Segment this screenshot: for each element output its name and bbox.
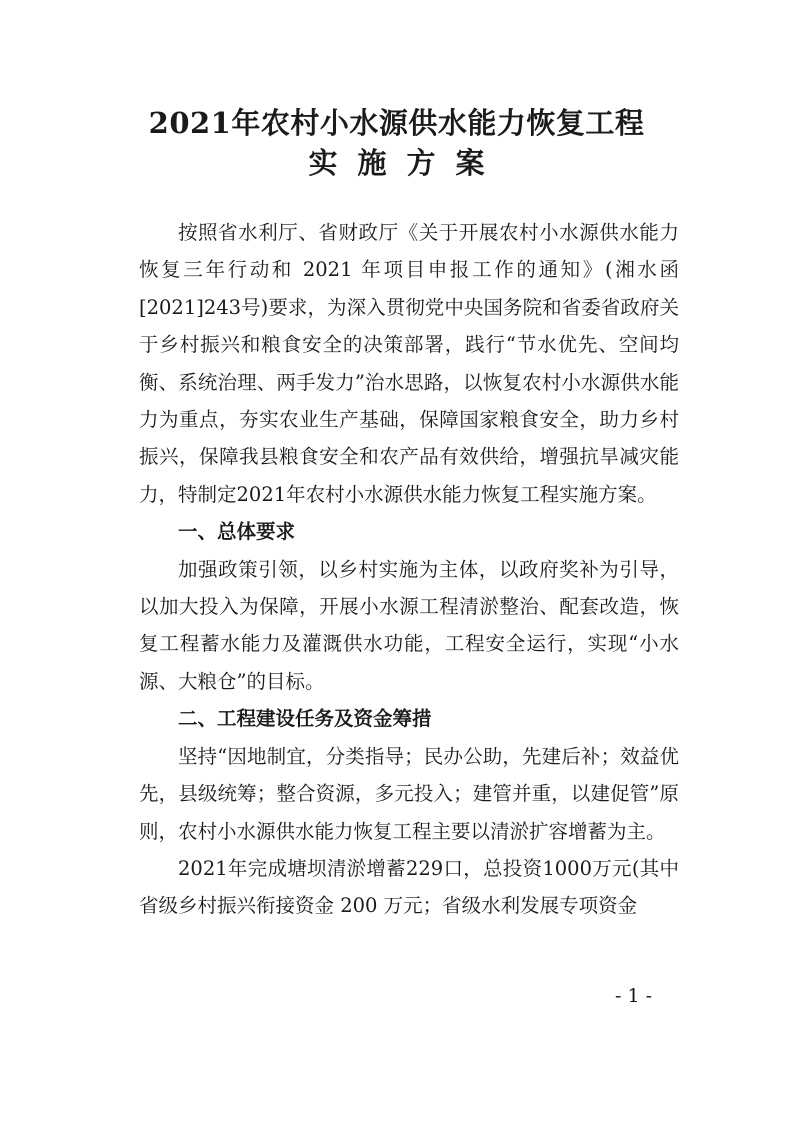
document-title: 2021年农村小水源供水能力恢复工程 xyxy=(148,106,645,140)
section-paragraph-general-requirements: 加强政策引领，以乡村实施为主体，以政府奖补为引导，以加大投入为保障，开展小水源工程清淤整治、配套改造，恢复工程蓄水能力及灌溉供水功能，工程安全运行，实现“小水源、大粮仓”的目标。 xyxy=(139,557,679,693)
document-body xyxy=(139,214,679,925)
section-heading-construction-tasks: 二、工程建设任务及资金筹措 xyxy=(178,707,432,731)
page-number: - 1 - xyxy=(615,985,653,1007)
intro-paragraph: 按照省水利厅、省财政厅《关于开展农村小水源供水能力恢复三年行动和 2021 年项目申报工作的通知》(湘水函[2021]243号)要求，为深入贯彻党中央国务院和省委省政府关于乡村振兴和粮食安全的决策部署，践行“节水优先、空间均衡、系统治理、两手发力”治水思路，以恢复农村小水源供水能力为重点，夯实农业生产基础，保障国家粮食安全，助力乡村振兴，保障我县粮食安全和农产品有效供给，增强抗旱减灾能力，特制定2021年农村小水源供水能力恢复工程实施方案。 xyxy=(139,221,679,506)
section-paragraph-principles: 坚持“因地制宜，分类指导；民办公助，先建后补；效益优先，县级统筹；整合资源，多元投入；建管并重，以建促管”原则，农村小水源供水能力恢复工程主要以清淤扩容增蓄为主。 xyxy=(139,744,679,843)
section-paragraph-investment: 2021年完成塘坝清淤增蓄229口，总投资1000万元(其中省级乡村振兴衔接资金 200 万元；省级水利发展专项资金 xyxy=(139,856,679,918)
section-heading-general-requirements: 一、总体要求 xyxy=(178,520,296,544)
document-subtitle: 实施方案 xyxy=(308,146,505,180)
